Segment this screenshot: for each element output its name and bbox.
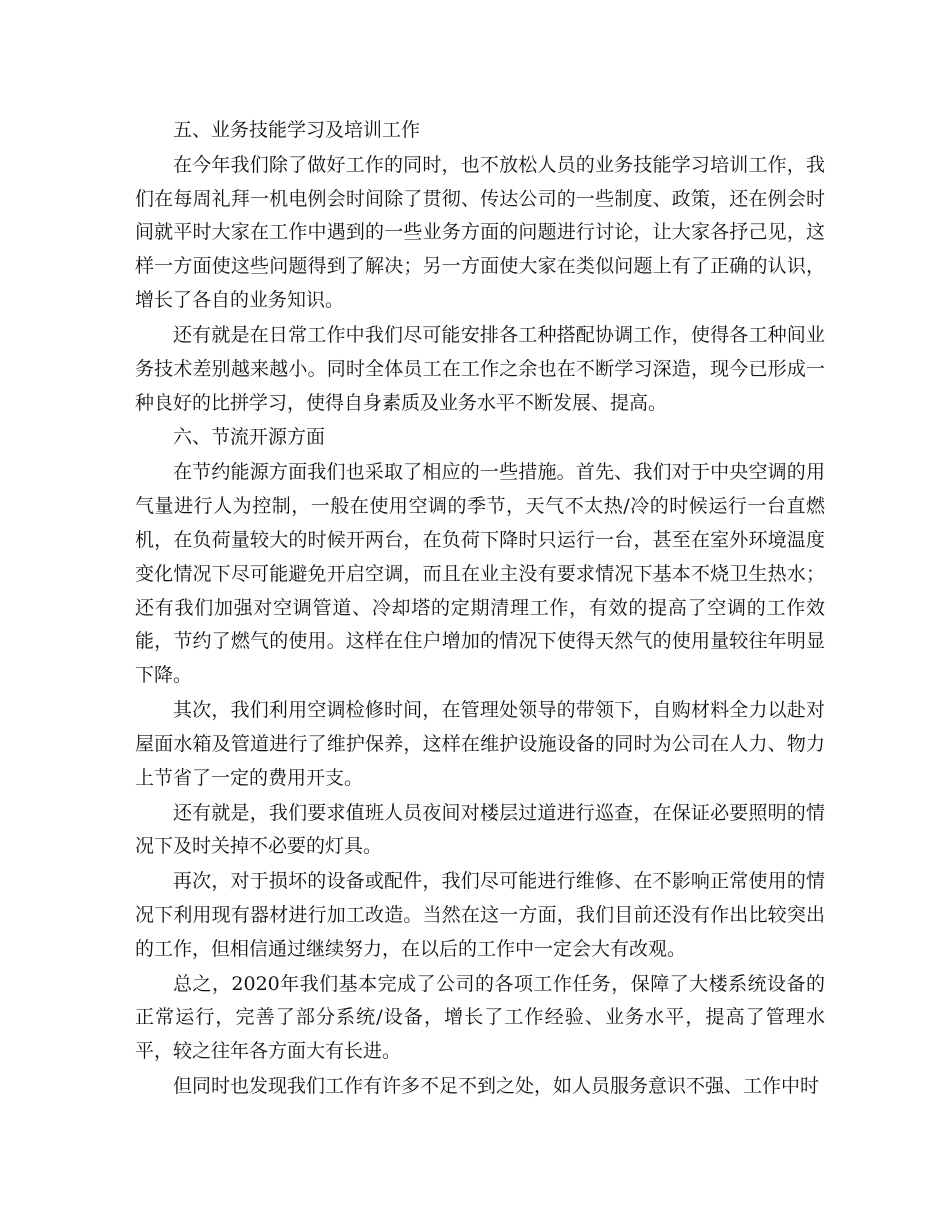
paragraph: 但同时也发现我们工作有许多不足不到之处，如人员服务意识不强、工作中时 xyxy=(173,1075,820,1098)
paragraph: 在今年我们除了做好工作的同时，也不放松人员的业务技能学习培训工作，我们在每周礼拜一机电例会时间除了贯彻、传达公司的一些制度、政策，还在例会时间就平时大家在工作中遇到的一些业务方面的问题进行讨论，让大家各抒己见，这样一方面使这些问题得到了解决；另一方面使大家在类似问题上有了正确的认识，增长了各自的业务知识。 xyxy=(135,153,825,312)
paragraph: 总之，2020年我们基本完成了公司的各项工作任务，保障了大楼系统设备的正常运行，完善了部分系统/设备，增长了工作经验、业务水平，提高了管理水平，较之往年各方面大有长进。 xyxy=(135,972,825,1063)
paragraph: 其次，我们利用空调检修时间，在管理处领导的带领下，自购材料全力以赴对屋面水箱及管道进行了维护保养，这样在维护设施设备的同时为公司在人力、物力上节省了一定的费用开支。 xyxy=(135,699,825,789)
section-heading: 五、业务技能学习及培训工作 xyxy=(173,119,421,141)
paragraph: 还有就是在日常工作中我们尽可能安排各工种搭配协调工作，使得各工种间业务技术差别越来越小。同时全体员工在工作之余也在不断学习深造，现今已形成一种良好的比拼学习，使得自身素质及业务水平不断发展、提高。 xyxy=(135,323,825,414)
document-body xyxy=(135,114,825,1105)
paragraph: 再次，对于损坏的设备或配件，我们尽可能进行维修、在不影响正常使用的情况下利用现有器材进行加工改造。当然在这一方面，我们目前还没有作出比较突出的工作，但相信通过继续努力，在以后的工作中一定会大有改观。 xyxy=(135,870,825,960)
section-heading: 六、节流开源方面 xyxy=(173,426,326,449)
paragraph: 在节约能源方面我们也采取了相应的一些措施。首先、我们对于中央空调的用气量进行人为控制，一般在使用空调的季节，天气不太热/冷的时候运行一台直燃机，在负荷量较大的时候开两台，在负荷下降时只运行一台，甚至在室外环境温度变化情况下尽可能避免开启空调，而且在业主没有要求情况下基本不烧卫生热水；还有我们加强对空调管道、冷却塔的定期清理工作，有效的提高了空调的工作效能，节约了燃气的使用。这样在住户增加的情况下使得天然气的使用量较往年明显下降。 xyxy=(135,461,825,687)
paragraph: 还有就是，我们要求值班人员夜间对楼层过道进行巡查，在保证必要照明的情况下及时关掉不必要的灯具。 xyxy=(135,801,825,858)
